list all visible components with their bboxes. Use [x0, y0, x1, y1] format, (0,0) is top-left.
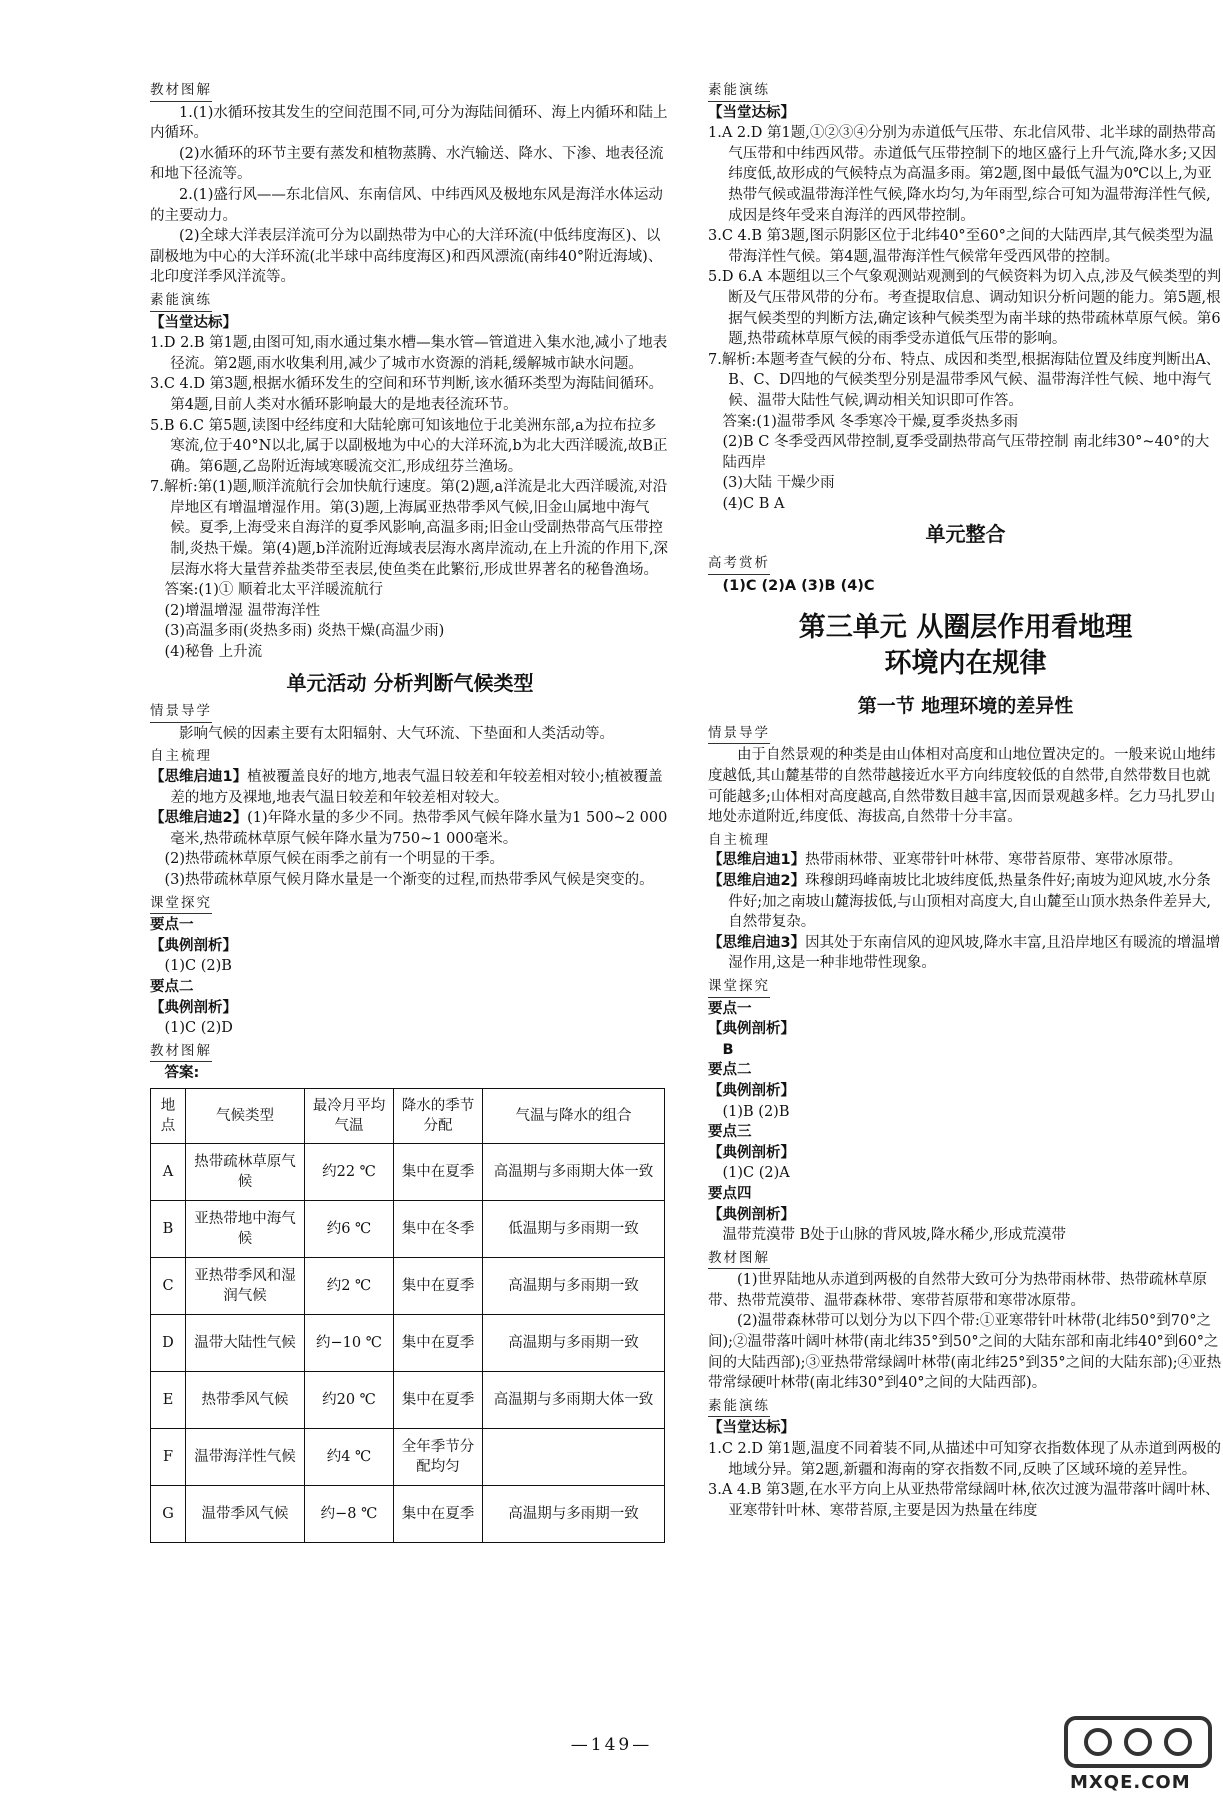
paragraph: 影响气候的因素主要有太阳辐射、大气环流、下垫面和人类活动等。	[179, 725, 614, 742]
table-cell: 集中在夏季	[394, 1257, 483, 1314]
paragraph: 2.(1)盛行风——东北信风、东南信风、中纬西风及极地东风是海洋水体运动的主要动力。	[150, 186, 663, 224]
thinking-prompt	[150, 767, 670, 808]
paragraph: (2)热带疏林草原气候在雨季之前有一个明显的干季。	[164, 851, 505, 868]
table-cell: E	[151, 1371, 186, 1428]
unit-title-line1: 第三单元 从圈层作用看地理	[798, 612, 1133, 644]
answer-line: (1)C (2)A	[722, 1165, 790, 1182]
subheading: 【典例剖析】	[708, 1206, 795, 1223]
subheading: 【典例剖析】	[150, 937, 237, 954]
table-cell: 集中在夏季	[394, 1371, 483, 1428]
prompt-label: 【思维启迪1】	[150, 769, 248, 785]
answer-item: 3.A 4.B 第3题,在水平方向上从亚热带常绿阔叶林,依次过渡为温带落叶阔叶林、亚寒带针叶林、寒带苔原,主要是因为热量在纬度	[708, 1482, 1220, 1519]
table-cell: 约2 ℃	[305, 1257, 394, 1314]
subheading: 【当堂达标】	[708, 104, 795, 121]
answer-line: B	[722, 1041, 734, 1058]
table-cell	[483, 1428, 665, 1485]
right-column	[708, 78, 1223, 1521]
subheading: 【典例剖析】	[150, 999, 237, 1016]
table-header-row	[151, 1088, 665, 1143]
answer-line: (1)C (2)B	[164, 958, 232, 975]
section-tag: 教材图解	[150, 80, 212, 102]
table-cell: G	[151, 1485, 186, 1542]
subheading: 【当堂达标】	[150, 314, 237, 331]
section-tag: 教材图解	[150, 1041, 212, 1063]
key-point: 要点二	[708, 1062, 752, 1079]
prompt-text: 植被覆盖良好的地方,地表气温日较差和年较差相对较小;植被覆盖差的地方及裸地,地表气温日较差和年较差相对较大。	[170, 769, 663, 806]
table-row	[151, 1143, 665, 1200]
answer-line: (2)B C 冬季受西风带控制,夏季受副热带高气压带控制 南北纬30°~40°的大陆西岸	[722, 434, 1210, 471]
section-tag: 自主梳理	[708, 831, 770, 848]
prompt-text: 因其处于东南信风的迎风坡,降水丰富,且沿岸地区有暖流的增温增湿作用,这是一种非地带性现象。	[728, 934, 1221, 972]
section-tag: 情景导学	[150, 701, 212, 723]
table-cell: 热带季风气候	[186, 1371, 305, 1428]
paragraph: (2)水循环的环节主要有蒸发和植物蒸腾、水汽输送、降水、下渗、地表径流和地下径流等。	[150, 145, 664, 183]
answer-item: 1.C 2.D 第1题,温度不同着装不同,从描述中可知穿衣指数体现了从赤道到两极的地域分异。第2题,新疆和海南的穿衣指数不同,反映了区域环境的差异性。	[708, 1441, 1222, 1478]
paragraph: 1.(1)水循环按其发生的空间范围不同,可分为海陆间循环、海上内循环和陆上内循环。	[150, 104, 668, 142]
key-point: 要点三	[708, 1124, 752, 1141]
subheading: 【典例剖析】	[708, 1021, 795, 1038]
answer-line: 温带荒漠带 B处于山脉的背风坡,降水稀少,形成荒漠带	[722, 1227, 1066, 1244]
thinking-prompt	[708, 871, 1223, 933]
prompt-label: 【思维启迪1】	[708, 852, 806, 869]
subheading: 【典例剖析】	[708, 1144, 795, 1161]
column-header: 地点	[151, 1088, 186, 1143]
answer-line: (3)大陆 干燥少雨	[722, 475, 835, 492]
table-cell: 亚热带地中海气候	[186, 1200, 305, 1257]
table-cell: 集中在夏季	[394, 1485, 483, 1542]
answer-item: 5.B 6.C 第5题,读图中经纬度和大陆轮廓可知该地位于北美洲东部,a为拉布拉多寒流,位于40°N以北,属于以副极地为中心的大洋环流,b为北大西洋暖流,故B正确。第6题,乙岛附近海域寒暖流交汇,形成纽芬兰渔场。	[150, 417, 668, 475]
key-point: 要点四	[708, 1185, 752, 1202]
thinking-prompt	[708, 850, 1223, 871]
section-tag: 课堂探究	[150, 893, 212, 915]
section-tag: 课堂探究	[708, 976, 770, 998]
table-row	[151, 1314, 665, 1371]
table-cell: 集中在夏季	[394, 1143, 483, 1200]
answer-item: 7.解析:本题考查气候的分布、特点、成因和类型,根据海陆位置及纬度判断出A、B、C、D四地的气候类型分别是温带季风气候、温带海洋性气候、地中海气候、温带大陆性气候,调动相关知识即可作答。	[708, 351, 1221, 409]
table-cell: 高温期与多雨期一致	[483, 1485, 665, 1542]
table-cell: A	[151, 1143, 186, 1200]
section-tag: 自主梳理	[150, 748, 212, 765]
table-cell: 热带疏林草原气候	[186, 1143, 305, 1200]
section-tag: 高考赏析	[708, 553, 770, 575]
table-row	[151, 1200, 665, 1257]
prompt-text: (1)年降水量的多少不同。热带季风气候年降水量为1 500~2 000毫米,热带疏林草原气候年降水量为750~1 000毫米。	[170, 810, 668, 847]
prompt-text: 珠穆朗玛峰南坡比北坡纬度低,热量条件好;南坡为迎风坡,水分条件好;加之南坡山麓海拔低,与山顶相对高度大,自山麓至山顶水热条件差异大,自然带复杂。	[728, 873, 1212, 931]
prompt-label: 【思维启迪3】	[708, 934, 806, 951]
thinking-prompt	[150, 808, 670, 849]
table-row	[151, 1257, 665, 1314]
table-cell: 温带季风气候	[186, 1485, 305, 1542]
key-point: 要点二	[150, 978, 194, 995]
paragraph: (2)温带森林带可以划分为以下四个带:①亚寒带针叶林带(北纬50°到70°之间);②温带落叶阔叶林带(南北纬35°到50°之间的大陆东部和南北纬40°到60°之间的大陆西部);③亚热带常绿阔叶林带(南北纬25°到35°之间的大陆东部);④亚热带常绿硬叶林带(南北纬30°到40°之间的大陆西部)。	[708, 1313, 1222, 1392]
subheading: 【典例剖析】	[708, 1082, 795, 1099]
prompt-text: 热带雨林带、亚寒带针叶林带、寒带苔原带、寒带冰原带。	[805, 852, 1183, 869]
table-cell: 约−10 ℃	[305, 1314, 394, 1371]
answer-line: (1)C (2)A (3)B (4)C	[722, 577, 875, 594]
table-cell: 高温期与多雨期一致	[483, 1257, 665, 1314]
answer-item: 3.C 4.D 第3题,根据水循环发生的空间和环节判断,该水循环类型为海陆间循环。第4题,目前人类对水循环影响最大的是地表径流环节。	[150, 376, 664, 413]
section-tag: 情景导学	[708, 723, 770, 745]
answer-line: (1)C (2)D	[164, 1020, 233, 1037]
subheading: 【当堂达标】	[708, 1420, 795, 1437]
column-header: 气温与降水的组合	[483, 1088, 665, 1143]
answer-item: 1.D 2.B 第1题,由图可知,雨水通过集水槽—集水管—管道进入集水池,减小了地表径流。第2题,雨水收集利用,减少了城市水资源的消耗,缓解城市缺水问题。	[150, 335, 668, 372]
paragraph: (3)热带疏林草原气候月降水量是一个渐变的过程,而热带季风气候是突变的。	[164, 871, 654, 888]
table-cell: 高温期与多雨期一致	[483, 1314, 665, 1371]
answer-line: (4)C B A	[722, 495, 785, 512]
table-cell: 亚热带季风和湿润气候	[186, 1257, 305, 1314]
page-number: —149—	[570, 1735, 653, 1755]
key-point: 要点一	[708, 1000, 752, 1017]
table-cell: F	[151, 1428, 186, 1485]
table-row	[151, 1428, 665, 1485]
prompt-label: 【思维启迪2】	[150, 810, 248, 827]
column-header: 最冷月平均气温	[305, 1088, 394, 1143]
answer-label: 答案:	[164, 1065, 200, 1082]
column-header: 气候类型	[186, 1088, 305, 1143]
paragraph: 由于自然景观的种类是由山体相对高度和山地位置决定的。一般来说山地纬度越低,其山麓基带的自然带越接近水平方向纬度较低的自然带,自然带数目也就可能越多;山体相对高度越高,自然带数目越丰富,因而景观越多样。乞力马扎罗山地处赤道附近,纬度低、海拔高,自然带十分丰富。	[708, 747, 1216, 826]
table-cell: 集中在夏季	[394, 1314, 483, 1371]
table-row	[151, 1485, 665, 1542]
answer-line: 答案:(1)① 顺着北太平洋暖流航行	[164, 582, 384, 599]
answer-line: (1)B (2)B	[722, 1103, 790, 1120]
section-tag: 教材图解	[708, 1248, 770, 1270]
answer-line: (3)高温多雨(炎热多雨) 炎热干燥(高温少雨)	[164, 623, 445, 640]
answer-line: 答案:(1)温带季风 冬季寒冷干燥,夏季炎热多雨	[722, 413, 1019, 430]
unit-title-line2: 环境内在规律	[884, 648, 1047, 680]
column-header: 降水的季节分配	[394, 1088, 483, 1143]
table-cell: 约4 ℃	[305, 1428, 394, 1485]
unit-summary-title: 单元整合	[925, 522, 1006, 547]
answer-item: 3.C 4.B 第3题,图示阴影区位于北纬40°至60°之间的大陆西岸,其气候类型为温带海洋性气候。第4题,温带海洋性气候常年受西风带的控制。	[708, 228, 1214, 265]
unit-activity-title: 单元活动 分析判断气候类型	[286, 670, 534, 695]
table-cell: 温带大陆性气候	[186, 1314, 305, 1371]
paragraph: (2)全球大洋表层洋流可分为以副热带为中心的大洋环流(中低纬度海区)、以副极地为中心的大洋环流(北半球中高纬度海区)和西风漂流(南纬40°附近海域)、北印度洋季风洋流等。	[150, 228, 663, 286]
paragraph: (1)世界陆地从赤道到两极的自然带大致可分为热带雨林带、热带疏林草原带、热带荒漠带、温带森林带、寒带苔原带和寒带冰原带。	[708, 1272, 1208, 1309]
key-point: 要点一	[150, 917, 194, 934]
section-tag: 素能演练	[708, 80, 770, 102]
table-cell: 高温期与多雨期大体一致	[483, 1371, 665, 1428]
table-cell: 约6 ℃	[305, 1200, 394, 1257]
answer-item: 5.D 6.A 本题组以三个气象观测站观测到的气候资料为切入点,涉及气候类型的判断及气压带风带的分布。考查提取信息、调动知识分析问题的能力。第5题,根据气候类型的判断方法,确定该种气候类型为南半球的热带疏林草原气候。第6题,热带疏林草原气候的雨季受赤道低气压带的影响。	[708, 269, 1222, 348]
table-cell: 集中在冬季	[394, 1200, 483, 1257]
table-cell: C	[151, 1257, 186, 1314]
table-cell: 低温期与多雨期一致	[483, 1200, 665, 1257]
table-cell: 高温期与多雨期大体一致	[483, 1143, 665, 1200]
answer-line: (4)秘鲁 上升流	[164, 644, 263, 661]
table-cell: 约20 ℃	[305, 1371, 394, 1428]
thinking-prompt	[708, 933, 1223, 974]
answer-item: 1.A 2.D 第1题,①②③④分别为赤道低气压带、东北信风带、北半球的副热带高气压带和中纬西风带。赤道低气压带控制下的地区盛行上升气流,降水多;又因纬度低,故形成的气候特点为高温多雨。第2题,图中最低气温为0℃以上,为亚热带气候或温带海洋性气候,降水均匀,为年雨型,综合可知为温带海洋性气候,成因是终年受来自海洋的西风带控制。	[708, 125, 1217, 224]
watermark-text: MXQE.COM	[1070, 1772, 1191, 1793]
prompt-label: 【思维启迪2】	[708, 873, 806, 889]
section-tag: 素能演练	[150, 290, 212, 312]
table-cell: 约−8 ℃	[305, 1485, 394, 1542]
answer-line: (2)增温增湿 温带海洋性	[164, 602, 321, 619]
table-row	[151, 1371, 665, 1428]
climate-table	[150, 1088, 665, 1543]
table-cell: B	[151, 1200, 186, 1257]
table-cell: 温带海洋性气候	[186, 1428, 305, 1485]
table-cell: 约22 ℃	[305, 1143, 394, 1200]
answer-item: 7.解析:第(1)题,顺洋流航行会加快航行速度。第(2)题,a洋流是北大西洋暖流,对沿岸地区有增温增湿作用。第(3)题,上海属亚热带季风气候,旧金山属地中海气候。夏季,上海受来自海洋的夏季风影响,高温多雨;旧金山受副热带高气压带控制,炎热干燥。第(4)题,b洋流附近海域表层海水离岸流动,在上升流的作用下,深层海水将大量营养盐类带至表层,使鱼类在此繁衍,形成世界著名的秘鲁渔场。	[150, 479, 669, 578]
section-tag: 素能演练	[708, 1396, 770, 1418]
table-cell: D	[151, 1314, 186, 1371]
table-cell: 全年季节分配均匀	[394, 1428, 483, 1485]
left-column	[150, 78, 670, 1543]
section-title: 第一节 地理环境的差异性	[857, 695, 1074, 718]
